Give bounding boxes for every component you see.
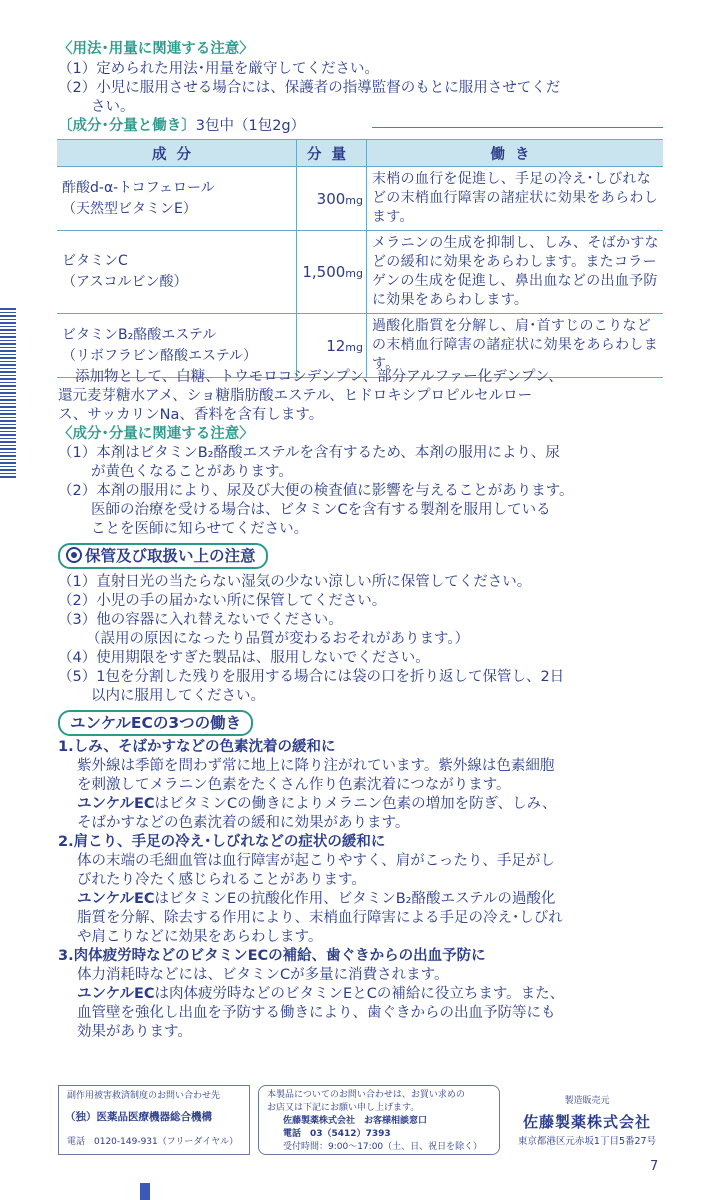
brand-name: ユンケルEC — [77, 986, 155, 1002]
functions-title: ユンケルECの3つの働き — [70, 714, 242, 732]
amount-unit: mg — [345, 193, 363, 207]
function-1-line-c-text: はビタミンCの働きによりメラニン色素の増加を防ぎ、しみ、 — [154, 796, 557, 812]
function-heading-2: 2.肩こり、手足の冷え･しびれなどの症状の緩和に — [58, 834, 386, 850]
function-3-line-d: 効果があります。 — [77, 1024, 192, 1040]
composition-heading — [58, 117, 305, 136]
relief-title: 副作用被害救済制度のお問い合わせ先 — [67, 1091, 221, 1101]
manufacturer-address: 東京都港区元赤坂1丁目5番27号 — [517, 1136, 657, 1147]
function-2-line-c-text: はビタミンEの抗酸化作用、ビタミンB₂酪酸エステルの過酸化 — [154, 891, 556, 907]
additives-line-2: 還元麦芽糖水アメ、ショ糖脂肪酸エステル、ヒドロキシプロピルセルロー — [58, 388, 533, 404]
composition-note-2a: （2）本剤の服用により、尿及び大便の検査値に影響を与えることがあります。 — [58, 483, 574, 499]
ingredient-alias: （天然型ビタミンE） — [62, 200, 197, 217]
relief-org: （独）医薬品医療機器総合機構 — [65, 1111, 212, 1123]
amount-value: 1,500 — [302, 263, 346, 281]
inquiry-line-3: 佐藤製薬株式会社 お客様相談窓口 — [283, 1116, 428, 1126]
barcode-strip — [0, 308, 16, 478]
usage-note-2a: （2）小児に服用させる場合には、保護者の指導監督のもとに服用させてくだ — [58, 80, 561, 96]
amount-unit: mg — [345, 340, 363, 354]
header-amount: 分量 — [297, 140, 367, 167]
ingredient-alias: （リボフラビン酪酸エステル） — [62, 347, 258, 364]
table-header-row — [57, 140, 663, 167]
table-row — [57, 167, 663, 231]
ingredient-cell — [57, 231, 297, 314]
composition-note-1a: （1）本剤はビタミンB₂酪酸エステルを含有するため、本剤の服用により、尿 — [58, 445, 560, 461]
inquiry-line-4: 電話 03（5412）7393 — [283, 1129, 391, 1139]
function-1-line-a: 紫外線は季節を問わず常に地上に降り注がれています。紫外線は色素細胞 — [77, 758, 555, 774]
storage-item-5b: 以内に服用してください。 — [91, 688, 265, 704]
effect-cell: 過酸化脂質を分解し、肩･首すじのこりなどの末梢血行障害の諸症状に効果をあらわします。 — [367, 314, 664, 378]
inquiry-box — [258, 1085, 500, 1155]
ingredient-cell — [57, 167, 297, 231]
function-3-line-c: 血管壁を強化し出血を予防する働きにより、歯ぐきからの出血予防等にも — [77, 1005, 556, 1021]
inquiry-line-2: お店又は下記にお願い申し上げます。 — [267, 1103, 420, 1113]
function-2-line-a: 体の末端の毛細血管は血行障害が起こりやすく、肩がこったり、手足がし — [77, 853, 555, 869]
brand-name: ユンケルEC — [77, 796, 155, 812]
ingredient-alias: （アスコルビン酸） — [62, 274, 188, 290]
brand-name: ユンケルEC — [77, 891, 155, 907]
function-3-line-b — [77, 985, 564, 1004]
storage-item-4: （4）使用期限をすぎた製品は、服用しないでください。 — [58, 650, 430, 666]
page-number: 7 — [650, 1159, 659, 1174]
relief-phone: 電話 0120-149-931（フリーダイヤル） — [67, 1137, 239, 1147]
function-3-line-a: 体力消耗時などには、ビタミンCが多量に消費されます。 — [77, 967, 449, 983]
amount-value: 300 — [316, 189, 346, 208]
storage-item-3b: （誤用の原因になったり品質が変わるおそれがあります。） — [86, 631, 470, 647]
header-ingredient: 成分 — [57, 140, 297, 167]
function-1-line-d: そばかすなどの色素沈着の緩和に効果があります。 — [77, 815, 410, 831]
amount-cell — [297, 231, 367, 314]
effect-cell: メラニンの生成を抑制し、しみ、そばかすなどの緩和に効果をあらわします。またコラーゲンの生成を促進し、鼻出血などの出血予防に効果をあらわします。 — [367, 231, 664, 314]
function-heading-3: 3.肉体疲労時などのビタミンECの補給、歯ぐきからの出血予防に — [58, 948, 486, 964]
ingredient-name: ビタミンB₂酪酸エステル — [62, 326, 217, 343]
storage-item-3a: （3）他の容器に入れ替えないでください。 — [58, 612, 343, 628]
storage-item-2: （2）小児の手の届かない所に保管してください。 — [58, 593, 387, 609]
function-1-line-c — [77, 795, 556, 814]
usage-note-1: （1）定められた用法･用量を厳守してください。 — [58, 61, 379, 77]
storage-item-1: （1）直射日光の当たらない湿気の少ない涼しい所に保管してください。 — [58, 574, 532, 590]
storage-item-5a: （5）1包を分割した残りを服用する場合には袋の口を折り返して保管し、2日 — [58, 669, 565, 685]
function-2-line-c — [77, 890, 555, 909]
function-heading-1: 1.しみ、そばかすなどの色素沈着の緩和に — [58, 739, 336, 755]
composition-note-2b: 医師の治療を受ける場合は、ビタミンCを含有する製剤を服用している — [91, 502, 551, 518]
inquiry-line-5: 受付時間：9:00～17:00（土、日、祝日を除く） — [283, 1142, 483, 1152]
amount-value: 12 — [326, 336, 346, 355]
manufacturer-label: 製造販売元 — [564, 1096, 610, 1106]
color-mark — [140, 1183, 150, 1200]
amount-cell — [297, 167, 367, 231]
usage-notes-title: 〈用法･用量に関連する注意〉 — [58, 41, 254, 57]
table-row — [57, 231, 663, 314]
header-effect: 働き — [367, 140, 664, 167]
function-1-line-b: を刺激してメラニン色素をたくさん作り色素沈着につながります。 — [77, 777, 511, 793]
composition-notes-title: 〈成分･分量に関連する注意〉 — [58, 426, 254, 442]
composition-note-1b: が黄色くなることがあります。 — [91, 464, 293, 480]
functions-title-box — [58, 710, 253, 736]
manufacturer-name: 佐藤製薬株式会社 — [522, 1113, 651, 1131]
composition-note-2c: ことを医師に知らせてください。 — [91, 521, 309, 537]
amount-unit: mg — [345, 267, 363, 280]
effect-cell: 末梢の血行を促進し、手足の冷え･しびれなどの末梢血行障害の諸症状に効果をあらわします。 — [367, 167, 664, 231]
relief-system-box — [58, 1085, 250, 1155]
additives-line-1: 添加物として、白糖、トウモロコシデンプン、部分アルファー化デンプン、 — [75, 369, 563, 385]
composition-title-rule — [372, 127, 663, 128]
usage-note-2b: さい。 — [91, 99, 135, 115]
additives-line-3: ス、サッカリンNa、香料を含有します。 — [58, 407, 324, 423]
composition-dose: 3包中（1包2g） — [195, 118, 306, 134]
circle-bullet-icon — [66, 547, 82, 563]
inquiry-line-1: 本製品についてのお問い合わせは、お買い求めの — [267, 1090, 465, 1100]
storage-title-box — [58, 543, 268, 569]
ingredients-table — [57, 139, 663, 378]
ingredient-name: ビタミンC — [62, 253, 128, 269]
function-2-line-d: 脂質を分解、除去する作用により、末梢血行障害による手足の冷え･しびれ — [77, 910, 563, 926]
function-3-line-b-text: は肉体疲労時などのビタミンEとCの補給に役立ちます。また、 — [154, 986, 565, 1002]
composition-title: 〔成分･分量と働き〕 — [58, 118, 196, 134]
ingredient-name: 酢酸d-α-トコフェロール — [62, 179, 215, 196]
storage-title: 保管及び取扱い上の注意 — [85, 547, 256, 565]
function-2-line-b: びれたり冷たく感じられることがあります。 — [77, 872, 366, 888]
function-2-line-e: や肩こりなどに効果をあらわします。 — [77, 929, 323, 945]
